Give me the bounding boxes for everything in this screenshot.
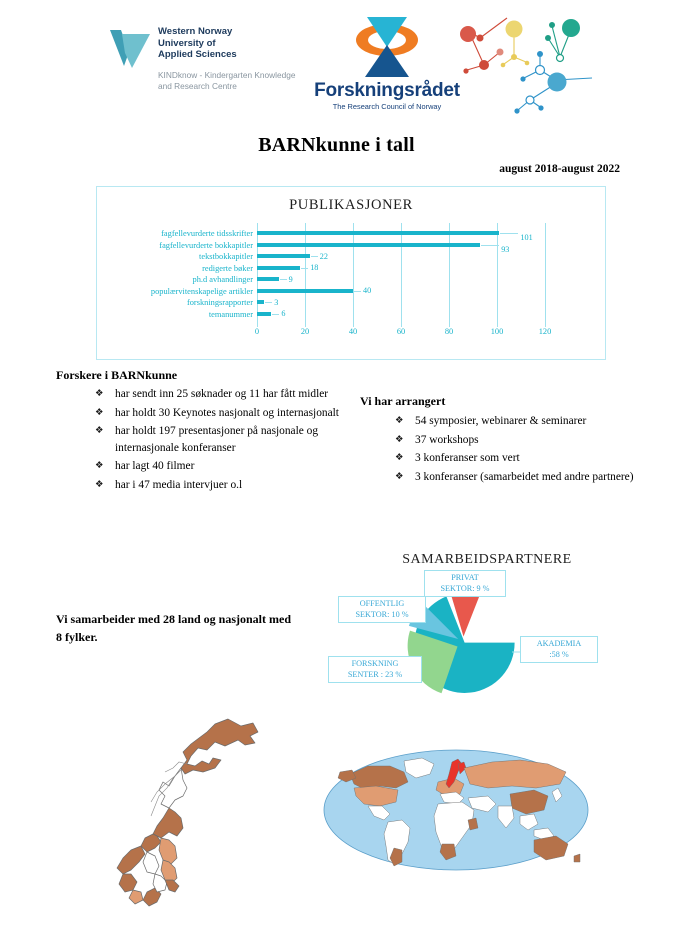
hvl-logo-name (158, 26, 237, 61)
arrangert-heading: Vi har arrangert (360, 394, 446, 408)
hvl-name-line-1: Western Norway (158, 26, 233, 37)
bullet-diamond-icon: ❖ (95, 425, 104, 436)
bar-category-label: ph.d avhandlinger (192, 275, 253, 284)
list-item (95, 386, 345, 403)
bar-value-leader-line (272, 314, 279, 315)
x-axis-tick-label: 0 (254, 327, 260, 336)
research-council-mark-icon (312, 14, 462, 80)
bullet-diamond-icon: ❖ (95, 388, 104, 399)
x-axis-tick-label: 80 (444, 327, 454, 336)
list-item-label: 54 symposier, webinarer & seminarer (415, 415, 587, 427)
list-item (95, 458, 345, 475)
pie-label-offentlig-sektor (338, 596, 426, 623)
bar-segment (257, 231, 499, 235)
bullet-diamond-icon: ❖ (95, 478, 104, 490)
grid-line (353, 223, 354, 327)
publikasjoner-bar-chart (96, 186, 606, 360)
forskere-list (95, 386, 345, 495)
bar-category-label: forskningsrapporter (186, 298, 253, 307)
pie-label-forskning-value: SENTER : 23 % (347, 669, 403, 679)
bar-segment (257, 254, 310, 258)
x-axis-tick-label: 60 (396, 327, 406, 336)
bar-value-label: 40 (363, 286, 372, 295)
list-item (395, 432, 635, 449)
hvl-logo (108, 24, 296, 104)
bar-value-label: 22 (319, 251, 328, 261)
grid-line (305, 223, 306, 327)
bar-segment (257, 312, 271, 316)
list-item (395, 450, 635, 467)
list-item-label: 3 konferanser (samarbeidet med andre partnere) (415, 470, 634, 483)
bar-chart-category-labels (105, 227, 253, 319)
header-logos (0, 0, 673, 125)
bar-value-label: 6 (281, 309, 286, 318)
bar-segment (257, 243, 480, 247)
bar-category-label: temanummer (208, 309, 253, 319)
list-item (95, 477, 345, 494)
bullet-diamond-icon: ❖ (95, 406, 104, 418)
bar-value-label: 3 (274, 297, 279, 307)
kindknow-line-1: KINDknow - Kindergarten Knowledge (158, 70, 296, 80)
bullet-diamond-icon: ❖ (395, 452, 404, 463)
bar-value-leader-line (265, 302, 272, 303)
list-item-label: har holdt 30 Keynotes nasjonalt og internasjonalt (115, 406, 339, 419)
list-item (395, 413, 635, 430)
page-subtitle: august 2018-august 2022 (499, 163, 620, 175)
norway-map (95, 712, 295, 912)
research-council-tagline: The Research Council of Norway (332, 102, 442, 111)
pie-label-offentlig-value: SEKTOR: 10 % (355, 609, 409, 619)
list-item-label: har lagt 40 filmer (115, 460, 195, 472)
bar-chart-title: PUBLIKASJONER (289, 197, 413, 213)
bar-value-leader-line (301, 268, 308, 269)
bar-value-leader-line (280, 279, 287, 280)
hvl-name-line-3: Applied Sciences (158, 49, 237, 60)
bar-category-label: fagfellevurderte tidsskrifter (161, 229, 253, 238)
samarbeid-text: Vi samarbeider med 28 land og nasjonalt med 8 fylker. (56, 612, 292, 644)
bar-category-label: populærvitenskapelige artikler (150, 286, 253, 296)
bar-value-leader-line (481, 245, 499, 246)
grid-line (545, 223, 546, 327)
kindknow-subtitle (158, 70, 295, 92)
list-item (95, 423, 345, 456)
x-axis-tick-label: 40 (348, 327, 358, 336)
bar-segment (257, 266, 300, 270)
bar-value-leader-line (311, 256, 318, 257)
bar-value-leader-line (500, 233, 518, 234)
bullet-diamond-icon: ❖ (395, 415, 404, 426)
pie-label-forskning-senter (328, 656, 422, 683)
network-nodes-graphic-icon (452, 12, 617, 117)
bullet-diamond-icon: ❖ (395, 470, 404, 482)
pie-label-offentlig-name: OFFENTLIG (359, 599, 405, 608)
grid-line (401, 223, 402, 327)
bullet-diamond-icon: ❖ (95, 460, 104, 471)
bar-segment (257, 289, 353, 293)
bar-segment (257, 300, 264, 304)
x-axis-tick-label: 100 (490, 327, 504, 336)
research-council-logo (312, 14, 462, 114)
bar-value-label: 93 (501, 244, 510, 254)
grid-line (497, 223, 498, 327)
list-item (395, 469, 635, 486)
kindknow-line-2: and Research Centre (158, 81, 237, 91)
grid-line (449, 223, 450, 327)
pie-label-privat-sektor (424, 570, 506, 597)
bar-segment (257, 277, 279, 281)
bar-chart-x-axis (254, 327, 552, 341)
bar-value-leader-line (354, 291, 361, 292)
list-item-label: har i 47 media intervjuer o.l (115, 478, 243, 491)
bar-chart-plot-area (257, 227, 545, 319)
bullet-diamond-icon: ❖ (395, 433, 404, 445)
x-axis-tick-label: 120 (538, 327, 552, 336)
pie-label-akademia (520, 636, 598, 663)
list-item-label: har holdt 197 presentasjoner på nasjonale og internasjonale konferanser (115, 425, 319, 454)
pie-label-akademia-value: :58 % (549, 649, 569, 659)
page-title: BARNkunne i tall (258, 134, 415, 156)
bar-category-label: tekstbokkapitler (199, 252, 253, 261)
bar-value-label: 9 (288, 274, 293, 284)
list-item (95, 405, 345, 422)
bar-value-label: 101 (520, 233, 533, 242)
research-council-wordmark: Forskningsrådet (314, 80, 460, 101)
list-item-label: 3 konferanser som vert (415, 452, 520, 464)
list-item-label: 37 workshops (415, 433, 479, 446)
pie-chart-title: SAMARBEIDSPARTNERE (402, 552, 572, 567)
x-axis-tick-label: 20 (300, 327, 310, 336)
pie-label-akademia-name: AKADEMIA (536, 639, 582, 648)
world-map (322, 748, 590, 873)
pie-label-privat-name: PRIVAT (451, 573, 479, 582)
list-item-label: har sendt inn 25 søknader og 11 har fått midler (115, 388, 329, 400)
hvl-name-line-2: University of (158, 37, 216, 49)
bar-category-label: fagfellevurderte bokkapitler (159, 240, 253, 250)
forskere-heading: Forskere i BARNkunne (56, 368, 178, 382)
pie-label-privat-value: SEKTOR: 9 % (440, 583, 490, 593)
bar-value-label: 18 (310, 263, 319, 272)
bar-category-label: redigerte bøker (202, 263, 253, 273)
pie-label-forskning-name: FORSKNING (351, 659, 399, 668)
arrangert-list (395, 413, 635, 487)
hvl-v-mark-icon (108, 28, 152, 72)
samarbeidspartnere-pie-chart (312, 552, 642, 702)
